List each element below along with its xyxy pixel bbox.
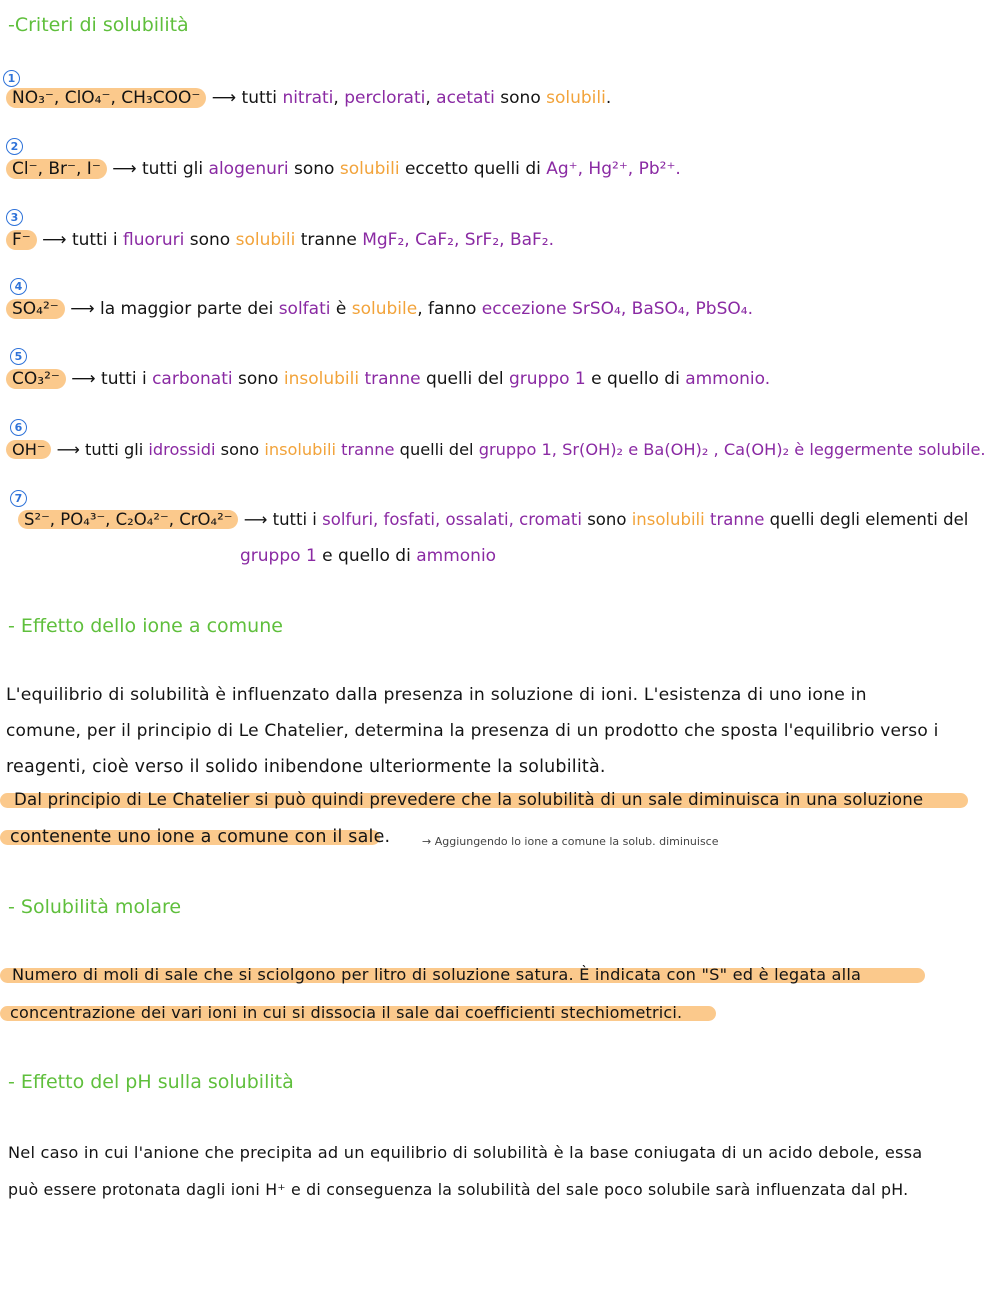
paragraph-line-highlighted: concentrazione dei vari ioni in cui si dissocia il sale dai coefficienti stechiometrici.	[10, 1003, 683, 1022]
solubility-status: solubili	[546, 88, 606, 108]
class-name: acetati	[436, 88, 495, 108]
rule-2	[6, 158, 681, 180]
ions-highlight: Cl⁻, Br⁻, I⁻	[6, 159, 107, 179]
arrow-icon: ⟶	[71, 369, 96, 389]
rule-1	[6, 87, 611, 109]
rule-text: tutti i	[101, 369, 147, 389]
heading-solubilita-molare: - Solubilità molare	[8, 896, 182, 918]
paragraph-line: Nel caso in cui l'anione che precipita ad un equilibrio di solubilità è la base coniugata di un acido debole, essa	[8, 1143, 923, 1162]
separator: ,	[425, 88, 431, 108]
heading-criteri: -Criteri di solubilità	[8, 14, 189, 36]
rule-text: sono	[500, 88, 541, 108]
rule-7-continued	[240, 545, 496, 567]
rule-number: 6	[10, 419, 27, 436]
exception-label: tranne	[364, 369, 421, 389]
species: ammonio	[416, 546, 497, 566]
rule-text: sono	[189, 230, 231, 250]
rule-text: la maggior parte dei	[99, 299, 274, 319]
rule-text: tutti gli	[141, 159, 204, 179]
rule-text: sono	[220, 440, 260, 459]
paragraph-line-highlighted: contenente uno ione a comune con il sale.	[10, 827, 391, 847]
solubility-status: solubili	[339, 159, 400, 179]
ions-highlight: CO₃²⁻	[6, 369, 66, 389]
arrow-icon: ⟶	[243, 510, 268, 529]
rule-text: tutti	[241, 88, 278, 108]
group: gruppo 1	[240, 546, 317, 566]
rule-text: quelli degli elementi del	[769, 510, 969, 529]
class-name: carbonati	[152, 369, 233, 389]
class-name: idrossidi	[148, 440, 216, 459]
rule-3	[6, 229, 554, 251]
rule-text: tutti i	[272, 510, 317, 529]
rule-text: tutti gli	[85, 440, 144, 459]
species: MgF₂, CaF₂, SrF₂, BaF₂.	[362, 230, 555, 250]
rule-text: sono	[587, 510, 627, 529]
species: Ca(OH)₂ è leggermente solubile.	[723, 440, 986, 459]
arrow-icon: ⟶	[56, 440, 80, 459]
rule-5	[6, 368, 770, 390]
arrow-icon: ⟶	[112, 159, 137, 179]
solubility-status: solubile	[351, 299, 418, 319]
paragraph-line: L'equilibrio di solubilità è influenzato dalla presenza in soluzione di ioni. L'esistenza di uno ione in	[6, 685, 867, 705]
arrow-icon: ⟶	[42, 230, 67, 250]
exception-label: eccezione	[481, 299, 567, 319]
species: Ag⁺, Hg²⁺, Pb²⁺.	[546, 159, 681, 179]
exception-label: tranne	[709, 510, 765, 529]
heading-ione-comune: - Effetto dello ione a comune	[8, 615, 283, 637]
group: gruppo 1, Sr(OH)₂ e Ba(OH)₂ ,	[478, 440, 719, 459]
exception-label: tranne	[341, 440, 395, 459]
ions-highlight: S²⁻, PO₄³⁻, C₂O₄²⁻, CrO₄²⁻	[18, 510, 238, 529]
rule-number: 3	[6, 209, 23, 226]
rule-6	[6, 439, 986, 461]
species: ammonio.	[685, 369, 771, 389]
ions-highlight: SO₄²⁻	[6, 299, 65, 319]
separator: ,	[333, 88, 339, 108]
solubility-status: insolubili	[283, 369, 360, 389]
side-note: → Aggiungendo lo ione a comune la solub. diminuisce	[422, 835, 719, 848]
paragraph-line-highlighted: Dal principio di Le Chatelier si può quindi prevedere che la solubilità di un sale diminuisca in una soluzione	[14, 790, 924, 809]
species: SrSO₄, BaSO₄, PbSO₄.	[572, 299, 753, 319]
group: gruppo 1	[508, 369, 586, 389]
ions-highlight: NO₃⁻, ClO₄⁻, CH₃COO⁻	[6, 88, 206, 108]
rule-text: quelli del	[425, 369, 504, 389]
class-name: solfati	[278, 299, 331, 319]
ions-highlight: F⁻	[6, 230, 37, 250]
rule-number: 7	[10, 490, 27, 507]
rule-text: quelli del	[399, 440, 474, 459]
rule-text: eccetto quelli di	[404, 159, 541, 179]
separator: .	[605, 88, 612, 108]
rule-number: 4	[10, 278, 27, 295]
class-name: nitrati	[282, 88, 334, 108]
rule-text: e quello di	[591, 369, 680, 389]
solubility-status: insolubili	[264, 440, 336, 459]
rule-text: sono	[294, 159, 335, 179]
rule-text: , fanno	[417, 299, 477, 319]
rule-text: è	[335, 299, 347, 319]
class-name: perclorati	[344, 88, 426, 108]
class-name: alogenuri	[208, 159, 289, 179]
paragraph-line-highlighted: Numero di moli di sale che si sciolgono per litro di soluzione satura. È indicata con "S" ed è legata alla	[12, 965, 862, 984]
class-name: fluoruri	[122, 230, 185, 250]
ions-highlight: OH⁻	[6, 440, 51, 459]
solubility-status: solubili	[235, 230, 296, 250]
class-name: solfuri, fosfati, ossalati, cromati	[322, 510, 582, 529]
rule-text: tranne	[300, 230, 357, 250]
rule-text: e quello di	[322, 546, 411, 566]
rule-text: tutti i	[71, 230, 118, 250]
rule-7	[18, 509, 968, 531]
rule-number: 1	[3, 70, 20, 87]
rule-number: 2	[6, 138, 23, 155]
paragraph-line: reagenti, cioè verso il solido inibendone ulteriormente la solubilità.	[6, 757, 606, 777]
solubility-status: insolubili	[631, 510, 705, 529]
heading-effetto-ph: - Effetto del pH sulla solubilità	[8, 1071, 294, 1093]
rule-number: 5	[10, 348, 27, 365]
paragraph-line: comune, per il principio di Le Chatelier, determina la presenza di un prodotto che sposta l'equilibrio verso i	[6, 721, 939, 741]
paragraph-line: può essere protonata dagli ioni H⁺ e di conseguenza la solubilità del sale poco solubile sarà influenzata dal pH.	[8, 1180, 909, 1199]
rule-4	[6, 298, 753, 320]
arrow-icon: ⟶	[211, 88, 237, 108]
arrow-icon: ⟶	[70, 299, 95, 319]
rule-text: sono	[238, 369, 279, 389]
